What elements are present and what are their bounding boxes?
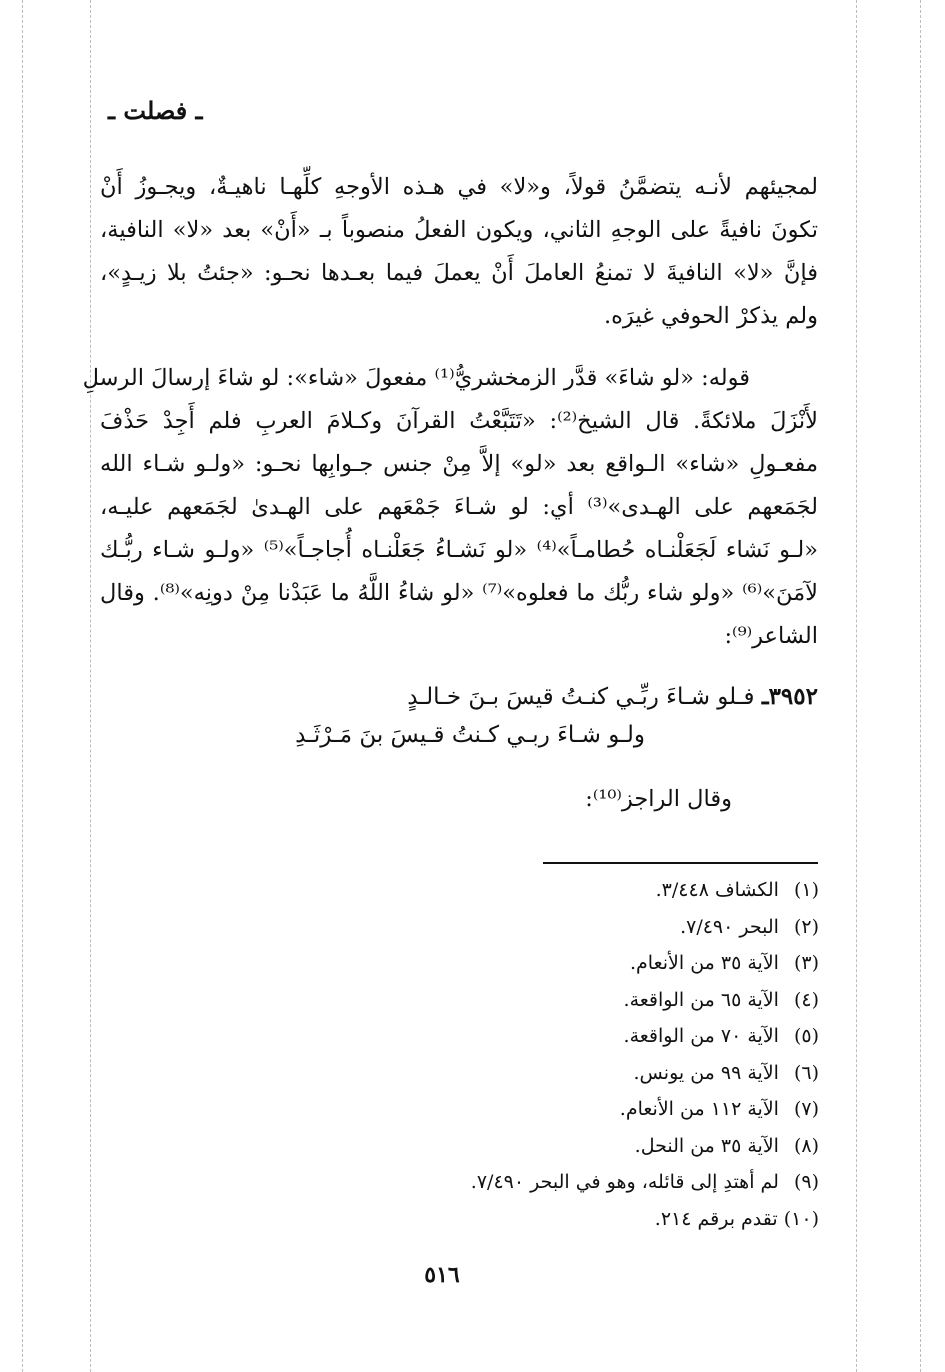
text-line: قوله: «لو شاءَ» قدَّر الزمخشريُّ⁽¹⁾ مفعولَ «شاء»: لو شاءَ إرسالَ الرسلِ bbox=[82, 365, 750, 391]
footnote-text: الآية ٣٥ من النحل. bbox=[634, 1134, 779, 1157]
scan-margin-line bbox=[920, 0, 921, 1372]
footnotes bbox=[471, 872, 819, 1237]
scan-margin-line bbox=[856, 0, 857, 1372]
verse-text: فـلو شـاءَ ربِّـي كنـتُ قيسَ بـنَ خـالـدٍ bbox=[407, 684, 755, 710]
footnote-text: الآية ٩٩ من يونس. bbox=[633, 1061, 779, 1084]
footnote-item bbox=[471, 872, 819, 909]
footnote-number: (٨) bbox=[793, 1134, 819, 1157]
footnote-text: الكشاف ٣/٤٤٨. bbox=[655, 879, 779, 901]
footnote-item bbox=[471, 1091, 819, 1128]
paragraph-1 bbox=[100, 166, 818, 338]
footnote-divider bbox=[543, 862, 818, 864]
text-line: لآمَنَ»⁽⁶⁾ «ولو شاء ربُّك ما فعلوه»⁽⁷⁾ «لو شاءُ اللَّهُ ما عَبَدْنا مِنْ دونِه»⁽⁸⁾. وقال bbox=[100, 580, 819, 606]
text-line: فإنَّ «لا» النافيةَ لا تمنعُ العاملَ أَنْ يعملَ فيما بعـدها نحـو: «جئتُ بلا زيـدٍ»، bbox=[100, 260, 818, 286]
footnote-number: (٢) bbox=[793, 915, 819, 938]
page-number: ٥١٦ bbox=[424, 1262, 460, 1288]
footnote-number: (٩) bbox=[793, 1171, 819, 1193]
footnote-number: (١) bbox=[793, 879, 819, 901]
footnote-number: (٦) bbox=[793, 1061, 819, 1084]
footnote-text: الآية ٧٠ من الواقعة. bbox=[623, 1025, 779, 1047]
footnote-text: الآية ٣٥ من الأنعام. bbox=[630, 952, 779, 974]
scan-margin-line bbox=[90, 0, 91, 1372]
text-line: مفعـولِ «شاء» الـواقع بعد «لو» إلاَّ مِنْ جنس جـوابِها نحـو: «ولـو شـاء الله bbox=[100, 451, 818, 477]
poet-intro: وقال الراجز⁽¹⁰⁾: bbox=[585, 786, 732, 812]
text-line: لمجيئهم لأنـه يتضمَّنُ قولاً، و«لا» في هـذه الأوجهِ كلِّهـا ناهيـةٌ، ويجـوزُ أَنْ bbox=[100, 174, 818, 200]
footnote-item bbox=[471, 982, 819, 1019]
text-line: ولم يذكرْ الحوفي غيرَه. bbox=[603, 303, 818, 329]
footnote-item bbox=[471, 909, 819, 946]
footnote-item bbox=[471, 1055, 819, 1092]
poem-verse-1 bbox=[407, 683, 818, 710]
footnote-text: الآية ١١٢ من الأنعام. bbox=[619, 1098, 779, 1120]
text-line: الشاعر⁽⁹⁾: bbox=[724, 623, 818, 649]
footnote-item bbox=[471, 1018, 819, 1055]
text-line: لأَنْزَلَ ملائكةً. قال الشيخ⁽²⁾: «تَتَبَّعْتُ القرآنَ وكـلامَ العربِ فلم أَجِدْ حَذْفَ bbox=[100, 408, 818, 434]
footnote-text: لم أهتدِ إلى قائله، وهو في البحر ٧/٤٩٠. bbox=[470, 1171, 779, 1193]
footnote-number: (٧) bbox=[793, 1098, 819, 1120]
running-header: ـ فصلت ـ bbox=[108, 96, 203, 125]
footnote-number: (٥) bbox=[793, 1025, 819, 1047]
footnote-number: (٣) bbox=[793, 952, 819, 974]
footnote-item bbox=[471, 1201, 819, 1238]
footnote-item bbox=[471, 1164, 819, 1201]
paragraph-2 bbox=[82, 357, 819, 658]
poem-number: ٣٩٥٢ـ bbox=[761, 683, 818, 710]
footnote-number: (١٠) bbox=[783, 1207, 819, 1230]
footnote-item bbox=[471, 1128, 819, 1165]
scan-margin-line bbox=[22, 0, 23, 1372]
poem-verse-2: ولـو شـاءَ ربـي كـنتُ قـيسَ بنَ مَـرْثَـدِ bbox=[295, 722, 645, 748]
text-line: تكونَ نافيةً على الوجهِ الثاني، ويكون الفعلُ منصوباً بـ «أَنْ» بعد «لا» النافية، bbox=[100, 217, 818, 243]
text-line: «لـو نَشاء لَجَعَلْنـاه حُطامـاً»⁽⁴⁾ «لو نَشـاءُ جَعَلْنـاه أُجاجـاً»⁽⁵⁾ «ولـو شـاء ربُّـك bbox=[100, 537, 818, 563]
footnote-text: تقدم برقم ٢١٤. bbox=[654, 1207, 778, 1230]
footnote-text: البحر ٧/٤٩٠. bbox=[680, 915, 779, 938]
text-line: لجَمَعهم على الهـدى»⁽³⁾ أي: لو شـاءَ جَمْعَهم على الهـدىٰ لجَمَعهم عليـه، bbox=[100, 494, 818, 520]
footnote-item bbox=[471, 945, 819, 982]
footnote-number: (٤) bbox=[793, 988, 819, 1011]
footnote-text: الآية ٦٥ من الواقعة. bbox=[623, 988, 779, 1011]
